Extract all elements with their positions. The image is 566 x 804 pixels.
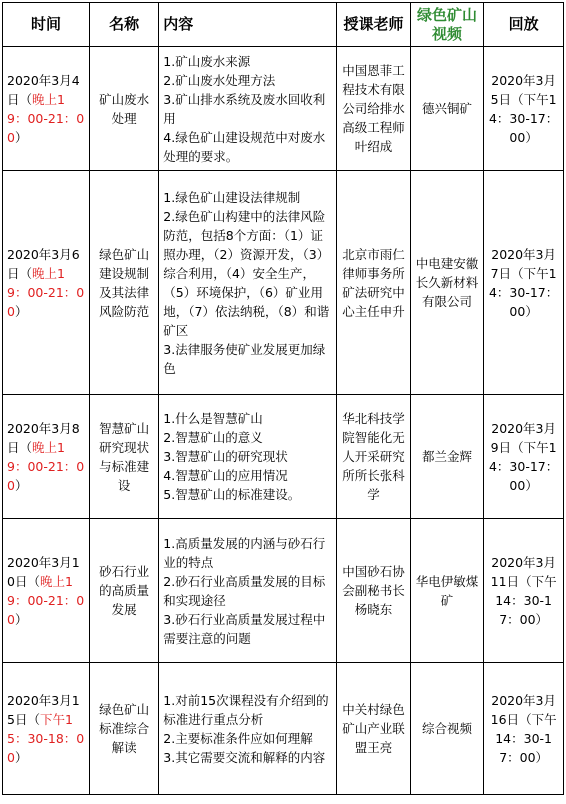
teacher-cell: 中国砂石协会副秘书长杨晓东 (337, 519, 410, 663)
header-name: 名称 (89, 3, 158, 47)
time-cell (3, 47, 90, 171)
mine-video-cell: 德兴铜矿 (410, 47, 483, 171)
content-line: 5.智慧矿山的标准建设。 (163, 487, 301, 502)
course-content (159, 519, 337, 663)
table-row (3, 519, 564, 663)
course-content (159, 663, 337, 795)
time-cell (3, 171, 90, 395)
time-date: 2020年3月15日（ (7, 692, 80, 727)
time-date: 2020年3月8日（ (7, 420, 80, 455)
header-content: 内容 (159, 3, 337, 47)
replay-cell: 2020年3月5日（下午14：30-17：00） (484, 47, 564, 171)
time-slot: 晚上19：00-21：00 (7, 91, 85, 145)
mine-video-cell: 综合视频 (410, 663, 483, 795)
replay-cell: 2020年3月7日（下午14：30-17：00） (484, 171, 564, 395)
time-end: ） (14, 611, 28, 627)
header-replay: 回放 (484, 3, 564, 47)
time-end: ） (14, 303, 28, 319)
content-line: 1.什么是智慧矿山 (163, 411, 263, 426)
teacher-cell: 华北科技学院智能化无人开采研究所所长张科学 (337, 395, 410, 519)
content-line: 3.智慧矿山的研究现状 (163, 449, 288, 464)
content-line: 2.主要标准条件应如何理解 (163, 730, 313, 746)
time-cell (3, 395, 90, 519)
table-row (3, 663, 564, 795)
content-line: 1.绿色矿山建设法律规制 (163, 189, 301, 205)
content-line: 4.绿色矿山建设规范中对废水处理的要求。 (163, 129, 326, 164)
content-line: 3.法律服务使矿业发展更加绿色 (163, 341, 326, 376)
replay-cell: 2020年3月11日（下午14：30-17：00） (484, 519, 564, 663)
teacher-cell: 中关村绿色矿山产业联盟王亮 (337, 663, 410, 795)
course-content (159, 47, 337, 171)
replay-cell: 2020年3月16日（下午14：30-17：00） (484, 663, 564, 795)
course-content (159, 395, 337, 519)
content-line: 3.其它需要交流和解释的内容 (163, 749, 326, 765)
time-end: ） (14, 749, 28, 765)
time-cell (3, 519, 90, 663)
content-line: 1.高质量发展的内涵与砂石行业的特点 (163, 535, 326, 570)
mine-video-cell: 中电建安徽长久新材料有限公司 (410, 171, 483, 395)
content-line: 2.智慧矿山的意义 (163, 430, 263, 445)
teacher-cell: 中国恩菲工程技术有限公司给排水高级工程师叶绍成 (337, 47, 410, 171)
header-row (3, 3, 564, 47)
time-slot: 下午15：30-18：00 (7, 711, 85, 765)
content-line: 2.矿山废水处理方法 (163, 72, 276, 88)
course-name: 智慧矿山研究现状与标准建设 (89, 395, 158, 519)
time-date: 2020年3月6日（ (7, 246, 80, 281)
time-end: ） (14, 477, 28, 493)
header-mine-video: 绿色矿山视频 (410, 3, 483, 47)
content-line: 2.绿色矿山构建中的法律风险防范，包括8个方面：（1）证照办理，（2）资源开发，（3）综合利用，（4）安全生产，（5）环境保护，（6）矿业用地，（7）依法纳税，（8）和谐矿区 (163, 208, 330, 338)
teacher-cell: 北京市雨仁律师事务所矿法研究中心主任申升 (337, 171, 410, 395)
course-name: 砂石行业的高质量发展 (89, 519, 158, 663)
course-name: 绿色矿山建设规制及其法律风险防范 (89, 171, 158, 395)
content-line: 4.智慧矿山的应用情况 (163, 468, 288, 483)
time-date: 2020年3月10日（ (7, 554, 80, 589)
time-cell (3, 663, 90, 795)
content-line: 1.对前15次课程没有介绍到的标准进行重点分析 (163, 692, 329, 727)
content-line: 3.矿山排水系统及废水回收利用 (163, 91, 326, 126)
content-line: 1.矿山废水来源 (163, 53, 251, 69)
time-date: 2020年3月4日（ (7, 72, 80, 107)
replay-cell: 2020年3月9日（下午14：30-17：00） (484, 395, 564, 519)
table-row (3, 171, 564, 395)
time-slot: 晚上19：00-21：00 (7, 265, 85, 319)
time-end: ） (14, 129, 28, 145)
table-row (3, 395, 564, 519)
time-slot: 晚上19：00-21：00 (7, 573, 85, 627)
mine-video-cell: 都兰金辉 (410, 395, 483, 519)
header-time: 时间 (3, 3, 90, 47)
course-name: 绿色矿山标准综合解读 (89, 663, 158, 795)
content-line: 2.砂石行业高质量发展的目标和实现途径 (163, 573, 326, 608)
course-name: 矿山废水处理 (89, 47, 158, 171)
schedule-table (2, 2, 564, 795)
course-content (159, 171, 337, 395)
content-line: 3.砂石行业高质量发展过程中需要注意的问题 (163, 611, 326, 646)
mine-video-cell: 华电伊敏煤矿 (410, 519, 483, 663)
table-row (3, 47, 564, 171)
header-teacher: 授课老师 (337, 3, 410, 47)
time-slot: 晚上19：00-21：00 (7, 439, 85, 493)
